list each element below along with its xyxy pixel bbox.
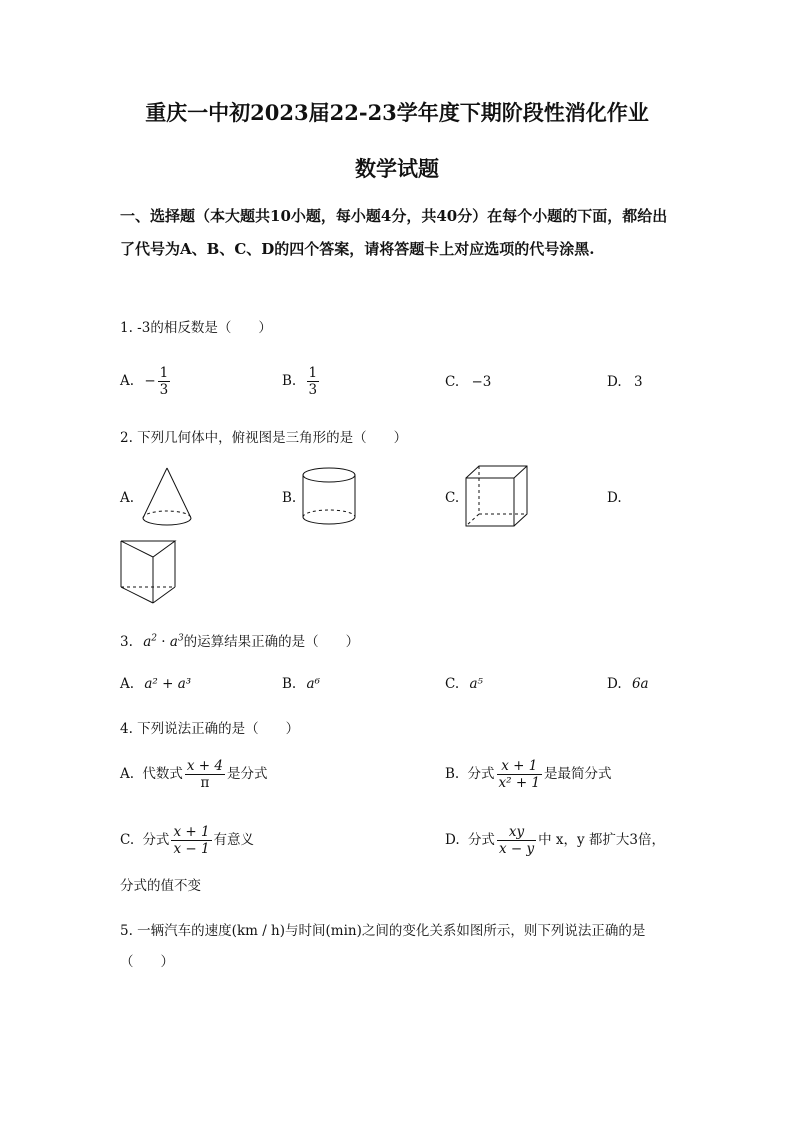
q4-option-a-prefix: 代数式 xyxy=(142,766,183,782)
q4-option-c-suffix: 有意义 xyxy=(213,832,255,848)
q2-option-b-label[interactable]: B. xyxy=(282,490,297,506)
triangular-prism-icon xyxy=(118,538,182,604)
q4-option-a-fraction xyxy=(185,758,225,791)
question-5-stem-continuation: （ ） xyxy=(120,954,174,970)
q4-option-d-suffix: 中 x，y 都扩大3倍， xyxy=(538,832,665,848)
fraction-numerator: x + 1 xyxy=(497,758,543,775)
q2-option-d-label[interactable]: D. xyxy=(607,490,622,506)
q2-option-a-label[interactable]: A. xyxy=(120,490,135,506)
q3-option-b[interactable] xyxy=(282,676,320,692)
q1-option-c-value: −3 xyxy=(471,374,492,390)
fraction-numerator: 1 xyxy=(308,365,318,381)
fraction-denominator: x − 1 xyxy=(173,841,210,857)
q3-option-c-value: a⁵ xyxy=(469,676,483,692)
q3-option-a[interactable] xyxy=(120,676,191,692)
q4-option-c-prefix: 分式 xyxy=(142,832,170,848)
q4-option-b[interactable] xyxy=(445,758,612,791)
fraction-denominator: x − y xyxy=(498,841,535,857)
q4-option-d-continuation: 分式的值不变 xyxy=(120,878,201,894)
q1-option-c-label: C. xyxy=(445,374,460,390)
q3-option-d-value: 6a xyxy=(631,676,649,692)
fraction-numerator: xy xyxy=(497,824,536,841)
cone-icon xyxy=(140,466,200,530)
q4-option-b-label: B. xyxy=(445,766,460,782)
section-heading: 一、选择题（本大题共10小题，每小题4分，共40分）在每个小题的下面，都给出了代号为A、B、C、D的四个答案，请将答题卡上对应选项的代号涂黑. xyxy=(120,207,668,258)
fraction-denominator: π xyxy=(200,775,210,791)
q3-option-c[interactable] xyxy=(445,676,483,692)
q4-option-d-prefix: 分式 xyxy=(467,832,495,848)
math-dot: · xyxy=(161,634,166,650)
q1-option-b-label: B. xyxy=(282,373,297,389)
q3-option-a-value: a² + a³ xyxy=(144,676,192,692)
q1-option-a-label: A. xyxy=(120,373,135,389)
cylinder-icon xyxy=(302,466,362,530)
q1-option-d-label: D. xyxy=(607,374,622,390)
fraction-numerator: x + 4 xyxy=(186,758,223,774)
cube-icon xyxy=(464,464,532,530)
q1-option-c[interactable] xyxy=(445,374,491,390)
q3-option-b-value: a⁶ xyxy=(306,676,320,692)
question-5-stem: 5. 一辆汽车的速度(km / h)与时间(min)之间的变化关系如图所示，则下列说法正确的是 xyxy=(120,923,646,939)
q3-option-a-label: A. xyxy=(120,676,135,692)
q4-option-c-label: C. xyxy=(120,832,135,848)
q4-option-a-label: A. xyxy=(120,766,135,782)
fraction-denominator: x² + 1 xyxy=(498,775,541,791)
question-4-stem: 4. 下列说法正确的是（ ） xyxy=(120,721,300,737)
q1-option-b-fraction xyxy=(307,365,320,398)
q3-option-d-label: D. xyxy=(607,676,622,692)
q3-option-b-label: B. xyxy=(282,676,297,692)
q1-option-a[interactable] xyxy=(120,365,172,398)
q1-option-d-value: 3 xyxy=(633,374,643,390)
question-3-tail: 的运算结果正确的是（ ） xyxy=(183,634,360,650)
q4-option-d-label: D. xyxy=(445,832,460,848)
q4-option-c[interactable] xyxy=(120,824,254,857)
math-base: a xyxy=(169,634,178,650)
q1-option-d[interactable] xyxy=(607,374,643,390)
fraction-denominator: 3 xyxy=(308,382,318,398)
question-number: 3. xyxy=(120,634,133,650)
fraction-numerator: x + 1 xyxy=(173,824,210,840)
math-exponent: 3 xyxy=(177,633,184,644)
q3-option-c-label: C. xyxy=(445,676,460,692)
q2-option-c-label[interactable]: C. xyxy=(445,490,460,506)
q4-option-d[interactable] xyxy=(445,824,665,857)
question-3-stem xyxy=(120,630,359,650)
q4-option-b-fraction xyxy=(497,758,543,791)
q4-option-b-prefix: 分式 xyxy=(467,766,495,782)
q4-option-a[interactable] xyxy=(120,758,267,791)
q1-option-b[interactable] xyxy=(282,365,321,398)
math-exponent: 2 xyxy=(151,633,157,644)
page-subtitle: 数学试题 xyxy=(355,156,439,181)
question-1-stem: 1. -3的相反数是（ ） xyxy=(120,320,272,336)
math-base: a xyxy=(143,634,152,650)
q4-option-b-suffix: 是最简分式 xyxy=(544,766,612,782)
fraction-numerator: 1 xyxy=(159,365,169,381)
q4-option-a-suffix: 是分式 xyxy=(226,766,268,782)
q3-option-d[interactable] xyxy=(607,676,649,692)
fraction-denominator: 3 xyxy=(159,382,169,398)
q4-option-c-fraction xyxy=(171,824,211,857)
q1-option-a-sign: − xyxy=(144,373,156,389)
q1-option-a-fraction xyxy=(158,365,171,398)
page-title: 重庆一中初2023届22-23学年度下期阶段性消化作业 xyxy=(145,100,649,125)
q4-option-d-fraction xyxy=(497,824,536,857)
question-2-stem: 2. 下列几何体中，俯视图是三角形的是（ ） xyxy=(120,430,408,446)
